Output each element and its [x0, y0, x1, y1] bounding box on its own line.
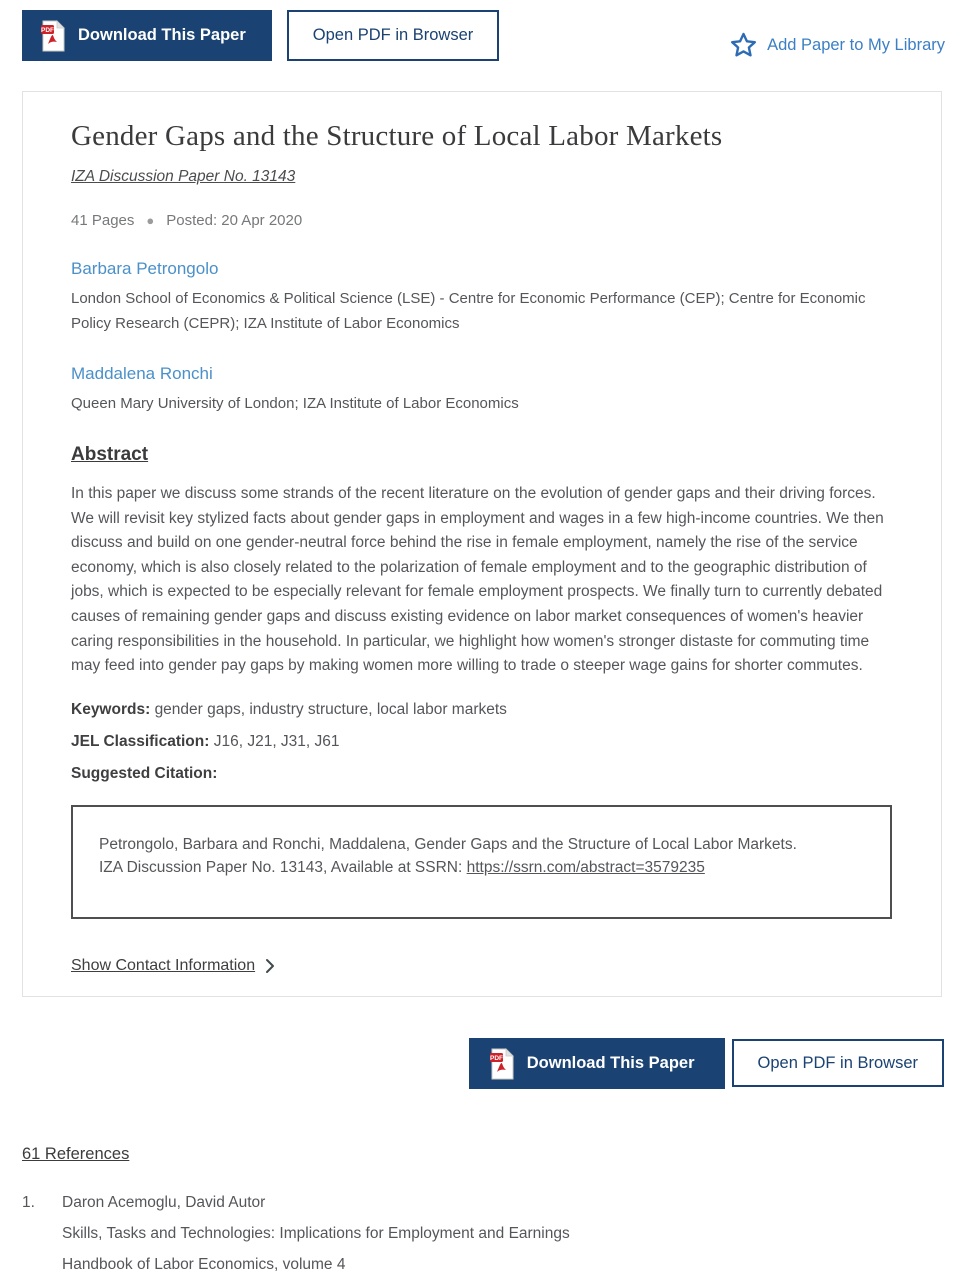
- download-paper-button[interactable]: [22, 10, 272, 61]
- references-heading-link[interactable]: 61 References: [22, 1145, 130, 1163]
- svg-text:PDF: PDF: [41, 26, 54, 34]
- paper-card: [22, 91, 942, 997]
- pdf-icon: [40, 20, 66, 52]
- author-block: [71, 364, 893, 416]
- open-pdf-label: Open PDF in Browser: [312, 26, 474, 44]
- add-to-library-button[interactable]: [730, 32, 945, 58]
- reference-authors: Daron Acemoglu, David Autor: [62, 1194, 266, 1211]
- download-paper-label: Download This Paper: [526, 1054, 695, 1072]
- download-paper-button[interactable]: [469, 1038, 725, 1089]
- posted-date: Posted: 20 Apr 2020: [166, 212, 303, 229]
- meta-dot-separator: ●: [146, 213, 155, 228]
- abstract-heading: Abstract: [71, 444, 149, 465]
- suggested-citation-row: [71, 765, 893, 783]
- reference-source: Handbook of Labor Economics, volume 4: [62, 1256, 346, 1273]
- bottom-actions: [0, 1038, 960, 1089]
- jel-value: J16, J21, J31, J61: [213, 732, 340, 750]
- keywords-label: Keywords:: [71, 700, 151, 718]
- keywords-row: [71, 701, 893, 719]
- page-count: 41 Pages: [71, 212, 135, 229]
- author-link[interactable]: Barbara Petrongolo: [71, 259, 219, 278]
- keywords-value: gender gaps, industry structure, local labor markets: [154, 700, 507, 718]
- series-link[interactable]: IZA Discussion Paper No. 13143: [71, 168, 296, 185]
- pdf-icon: [489, 1048, 515, 1080]
- chevron-right-icon: [265, 958, 275, 974]
- show-contact-link[interactable]: [71, 957, 275, 975]
- paper-meta: [71, 212, 893, 229]
- suggested-citation-label: Suggested Citation:: [71, 764, 218, 782]
- add-to-library-label: Add Paper to My Library: [767, 35, 945, 54]
- reference-item: [22, 1194, 938, 1274]
- show-contact-label: Show Contact Information: [71, 956, 256, 974]
- citation-body: Petrongolo, Barbara and Ronchi, Maddalena, Gender Gaps and the Structure of Local Labor Markets. IZA Discussion Paper No. 13143, Available at SSRN:: [99, 835, 797, 876]
- top-toolbar: [0, 0, 960, 61]
- open-pdf-button[interactable]: [732, 1039, 944, 1087]
- citation-text: [99, 833, 799, 879]
- page-title: Gender Gaps and the Structure of Local Labor Markets: [71, 120, 723, 152]
- abstract-text: In this paper we discuss some strands of the recent literature on the evolution of gender gaps and their driving forces. We will revisit key stylized facts about gender gaps in employment and wages in a few high-income countries. We then discuss and build on one gender-neutral force behind the rise in female employment, namely the rise of the service economy, which is also closely related to the polarization of female employment and to the geographic distribution of jobs, which is expected to be especially relevant for female employment prospects. We finally turn to currently debated causes of remaining gender gaps and discuss existing evidence on labor market consequences of women's heavier caring responsibilities in the household. In particular, we highlight how women's stronger distaste for commuting time may feed into gender pay gaps by making women more willing to trade o steeper wage gains for shorter commutes.: [71, 485, 884, 675]
- reference-body: [62, 1194, 938, 1274]
- references-section: [22, 1145, 938, 1274]
- author-affiliation: Queen Mary University of London; IZA Institute of Labor Economics: [71, 395, 519, 412]
- svg-text:PDF: PDF: [489, 1054, 503, 1062]
- author-block: [71, 259, 893, 336]
- download-paper-label: Download This Paper: [78, 26, 246, 44]
- author-affiliation: London School of Economics & Political Science (LSE) - Centre for Economic Performance (CEP); Centre for Economic Policy Research (CEPR); IZA Institute of Labor Economics: [71, 290, 866, 332]
- open-pdf-button[interactable]: [287, 10, 499, 61]
- star-icon: [730, 32, 757, 58]
- reference-number: 1.: [22, 1194, 35, 1211]
- jel-row: [71, 733, 893, 751]
- author-link[interactable]: Maddalena Ronchi: [71, 364, 213, 383]
- jel-label: JEL Classification:: [71, 732, 210, 750]
- open-pdf-label: Open PDF in Browser: [757, 1053, 918, 1072]
- citation-box: [71, 805, 892, 919]
- reference-title: Skills, Tasks and Technologies: Implications for Employment and Earnings: [62, 1225, 570, 1242]
- citation-ssrn-link[interactable]: https://ssrn.com/abstract=3579235: [466, 858, 705, 876]
